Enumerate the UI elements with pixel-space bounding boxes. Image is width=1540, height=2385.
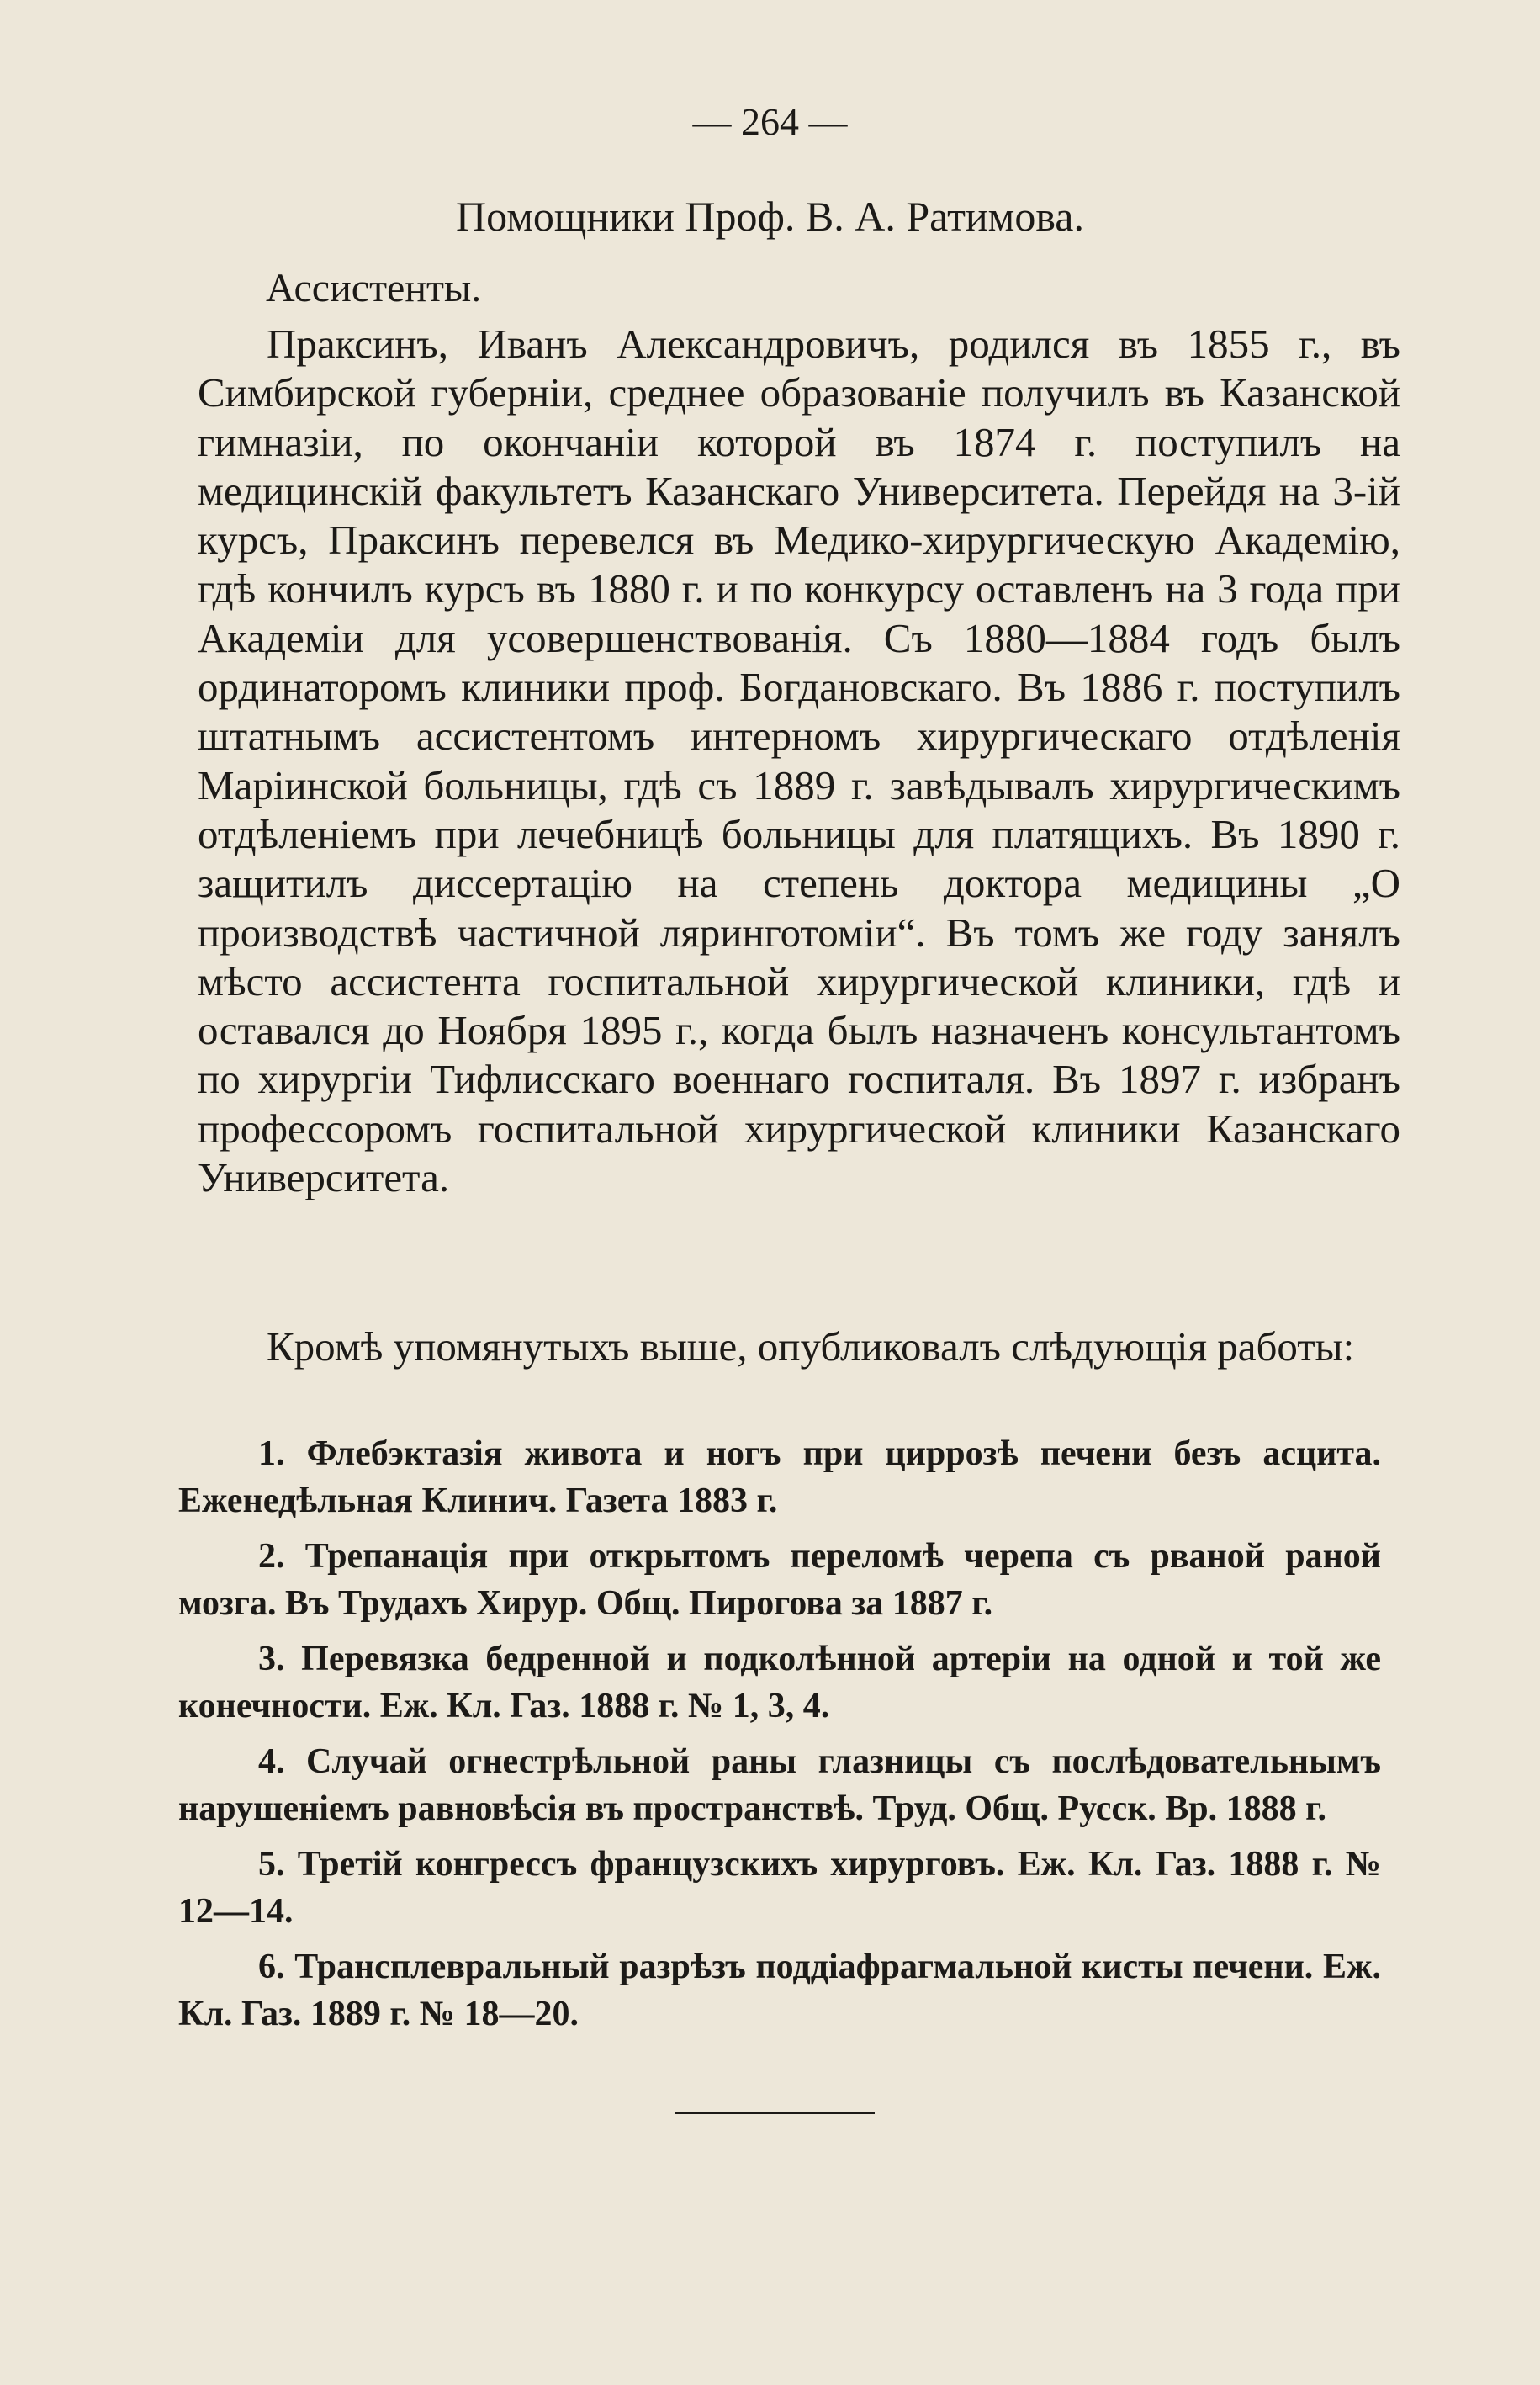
publication-item: 2. Трепанація при открытомъ переломѣ черепа съ рваной раной мозга. Въ Трудахъ Хирур. Общ. Пирогова за 1887 г.: [178, 1537, 1381, 1623]
publication-item: 4. Случай огнестрѣльной раны глазницы съ послѣдовательнымъ нарушеніемъ равновѣсія въ пространствѣ. Труд. Общ. Русск. Вр. 1888 г.: [178, 1742, 1381, 1828]
biography-paragraph: Праксинъ, Иванъ Александровичъ, родился въ 1855 г., въ Симбирской губерніи, среднее образованіе получилъ въ Казанской гимназіи, по окончаніи которой въ 1874 г. поступилъ на медицинскій факультетъ Казанскаго Университета. Перейдя на 3-ій курсъ, Праксинъ перевелся въ Медико-хирургическую Академію, гдѣ кончилъ курсъ въ 1880 г. и по конкурсу оставленъ на 3 года при Академіи для усовершенствованія. Съ 1880—1884 годъ былъ ординаторомъ клиники проф. Богдановскаго. Въ 1886 г. поступилъ штатнымъ ассистентомъ интерномъ хирургическаго отдѣленія Маріинской больницы, гдѣ съ 1889 г. завѣдывалъ хирургическимъ отдѣленіемъ при лечебницѣ больницы для платящихъ. Въ 1890 г. защитилъ диссертацію на степень доктора медицины „О производствѣ частичной ляринготоміи“. Въ томъ же году занялъ мѣсто ассистента госпитальной хирургической клиники, гдѣ и оставался до Ноября 1895 г., когда былъ назначенъ консультантомъ по хирургіи Тифлисскаго военнаго госпиталя. Въ 1897 г. избранъ профессоромъ госпитальной хирургической клиники Казанскаго Университета.: [198, 321, 1400, 1201]
publication-item: 6. Трансплевральный разрѣзъ поддіафрагмальной кисты печени. Еж. Кл. Газ. 1889 г. № 18—20.: [178, 1948, 1381, 2033]
publications-list: [178, 1430, 1381, 2046]
publication-item: 1. Флебэктазія живота и ногъ при циррозѣ печени безъ асцита. Еженедѣльная Клинич. Газета 1883 г.: [178, 1434, 1381, 1520]
section-heading: Помощники Проф. В. А. Ратимова.: [456, 193, 1084, 240]
closing-rule: [675, 2112, 875, 2114]
publication-item: 5. Третій конгрессъ французскихъ хирурговъ. Еж. Кл. Газ. 1888 г. № 12—14.: [178, 1845, 1381, 1931]
subsection-heading: Ассистенты.: [266, 266, 482, 310]
page-number: — 264 —: [692, 100, 848, 143]
publication-item: 3. Перевязка бедренной и подколѣнной артеріи на одной и той же конечности. Еж. Кл. Газ. 1888 г. № 1, 3, 4.: [178, 1640, 1381, 1725]
publications-intro: Кромѣ упомянутыхъ выше, опубликовалъ слѣдующія работы:: [267, 1323, 1355, 1370]
